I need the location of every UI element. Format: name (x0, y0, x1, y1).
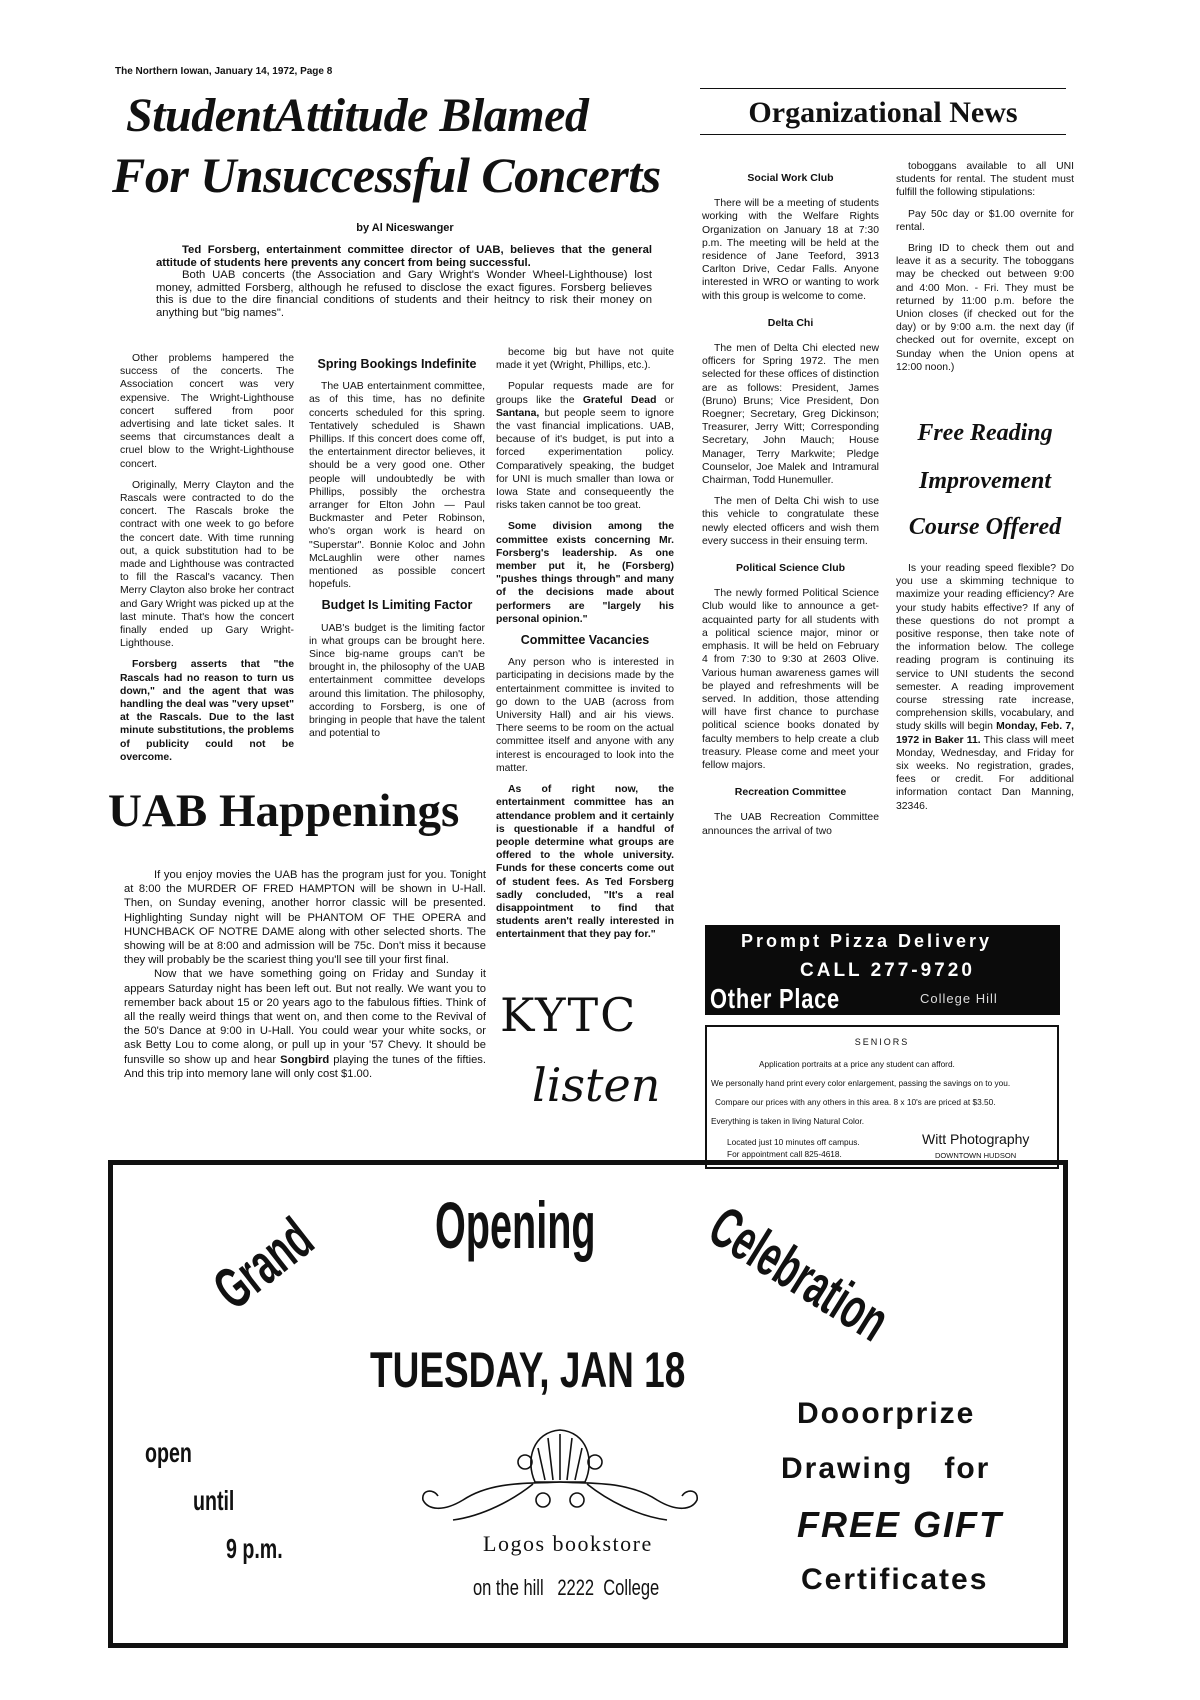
text-run: Originally, Merry Clayton and the Rascals were contracted to do the concert. The Rascals broke the contract with one week to go before the concert date. With time running out, a quick substitution had to be made and Lighthouse was contracted to fill the Rascal's vacancy. Then Merry Clayton also broke her contract and Gary Wright was picked up at the last minute. That's how the concert finally ended up Gary Wright-Lighthouse. (120, 479, 294, 650)
text-run: If you enjoy movies the UAB has the program just for you. Tonight at 8:00 the MURDER OF FRED HAMPTON will be shown in U-Hall. Then, on Sunday evening, another horror classic will be presented. Highlighting Sunday night will be PHANTOM OF THE OPERA and HUNCHBACK OF NOTRE DAME along with other selected shorts. The showing will be at 8:00 and admission will be 75c. Don't miss it because they will probably be the scariest thing you'll see till your first final. (124, 869, 486, 967)
paragraph (156, 244, 652, 269)
text-run: become big but have not quite made it yet (Wright, Phillips, etc.). (496, 347, 674, 372)
ad-word-celebration: Celebration (698, 1193, 901, 1354)
paragraph (124, 967, 486, 1081)
ad-hours-open: open (145, 1437, 192, 1468)
article-column-3 (496, 346, 674, 950)
byline: by Al Niceswanger (356, 222, 454, 234)
section-heading: Social Work Club (747, 172, 834, 184)
seniors-ad-line: Application portraits at a price any student can afford. (759, 1059, 955, 1069)
ad-hours-time: 9 p.m. (226, 1533, 283, 1564)
seniors-ad-address: DOWNTOWN HUDSON (935, 1151, 1017, 1160)
section-heading: Committee Vacancies (520, 633, 650, 648)
paragraph (156, 269, 652, 319)
paragraph (702, 811, 879, 837)
ad-store-name: Logos bookstore (483, 1531, 653, 1556)
org-news-top-rule (700, 88, 1066, 89)
org-news-heading: Organizational News (748, 96, 1018, 129)
ad-word-opening: Opening (435, 1188, 596, 1262)
bold-text: Santana, (496, 407, 540, 419)
uab-happenings-heading: UAB Happenings (108, 785, 460, 837)
kytc-listen-handwriting: listen (532, 1058, 661, 1112)
text-run: The men of Delta Chi wish to use this vehicle to congratulate these newly elected officers and wish them every success in their ensuing term. (702, 496, 879, 547)
seniors-ad-location: Located just 10 minutes off campus. (727, 1137, 860, 1147)
paragraph (702, 342, 879, 487)
text-run: or (656, 394, 674, 406)
lead-paragraphs (156, 244, 652, 320)
paragraph (702, 495, 879, 548)
text-run: Is your reading speed flexible? Do you use a skimming technique to maximize your reading efficiency? Are your study habits effective? If any of these questions do not prompt a positive response, then take note of the information below. The college reading program is continuing its service to UNI students the second semester. A reading improvement course stressing rate increase, comprehension skills, vocabulary, and study skills will begin (896, 563, 1074, 733)
headline-line-2: For Unsuccessful Concerts (112, 147, 661, 203)
text-run: The men of Delta Chi elected new officers for Spring 1972. The men selected for these offices of distinction are as follows: President, James (Bruno) Bruns; Vice President, Don Roegner; Secretary, Greg Dickinson; Treasurer, Jerry Witt; Corresponding Secretary, John Mauch; House Manager, Terry Markwite; Pledge Counselor, Joe Malek and Intramural Chairman, Todd Hunemuller. (702, 343, 879, 487)
text-run: Both UAB concerts (the Association and Gary Wright's Wonder Wheel-Lighthouse) lost money, admitted Forsberg, although he refused to disclose the exact figures. Forsberg believes this is due to the dire financial conditions of students and their heitncy to risk their money on anything but "big names". (156, 269, 652, 319)
paragraph (896, 562, 1074, 813)
ad-prize-line-4: Certificates (801, 1563, 989, 1596)
bold-text: Songbird (280, 1053, 330, 1066)
article-column-1 (120, 352, 294, 772)
paragraph (120, 658, 294, 764)
bold-text: Forsberg asserts that "the Rascals had no reason to turn us down," and the agent that was handling the deal was "very upset" at the Rascals. Due to the last minute substitutions, the problems of publicity could not be overcome. (120, 659, 294, 763)
ad-prize-line-3: FREE GIFT (797, 1504, 1003, 1545)
pizza-ad-location: College Hill (920, 991, 998, 1006)
paragraph (496, 520, 674, 626)
ad-hours-until: until (193, 1485, 235, 1516)
reading-heading-line-3: Course Offered (908, 514, 1062, 540)
ad-prize-line-1: Dooorprize (797, 1397, 976, 1430)
pizza-ad-tagline: Prompt Pizza Delivery (741, 931, 993, 951)
seniors-ad-line: We personally hand print every color enlargement, passing the savings on to you. (711, 1078, 1011, 1088)
ad-date: TUESDAY, JAN 18 (370, 1342, 686, 1398)
article-column-2 (309, 352, 485, 748)
pizza-delivery-ad (705, 925, 1060, 1015)
bold-text: Monday, Feb. 7, 1972 in Baker 11. (896, 721, 1075, 746)
paragraph (309, 380, 485, 591)
pizza-ad-name: Other Place (710, 983, 840, 1014)
bold-text: As of right now, the entertainment committee has an attendance problem and it certainly is questionable if a handful of people determine what groups are offered to the whole university. Funds for these concerts come out of student fees. As Ted Forsberg sadly concluded, "It's a real disappointment to find that students aren't really interested in entertainment that they pay for." (496, 784, 674, 941)
section-heading: Delta Chi (767, 316, 814, 329)
ad-word-grand: Grand (201, 1205, 326, 1323)
text-run: The newly formed Political Science Club would like to announce a get-acquainted party for all students with a political science major, minor or emphasis. It will be held on February 4 from 7:30 to 9:30 at 2603 Olive. Various human awareness games will be played and refreshments will be served. In addition, those attending will have first chance to purchase political science books donated by faculty members to help create a club treasury. Please come and meet your fellow majors. (702, 588, 879, 771)
kytc-handwritten-logo: KYTC (500, 988, 638, 1042)
text-run: but people seem to ignore the vast financial implications. UAB, because of it's budget, is put into a forced experimentation policy. Comparatively speaking, the budget for UNI is much smaller than Iowa or Iowa State and consequeently the risks taken cannot be too great. (496, 407, 674, 512)
org-news-column-b (896, 160, 1074, 382)
paragraph (496, 380, 674, 512)
section-heading: Recreation Committee (734, 786, 847, 799)
paragraph (896, 242, 1074, 374)
text-run: Now that we have something going on Friday and Sunday it appears Saturday night has been left out. But not really. We want you to remember back about 15 or 20 years ago to the fabulous fifties. Think of all the really weird things that went on, and then come to the Revival of the 50's Dance at 9:00 in U-Hall. You could wear your white socks, or ask Betty Lou to come along, or pull up in your '57 Chevy. It should be funsville so show up and hear (124, 968, 486, 1066)
section-heading: Political Science Club (735, 562, 846, 575)
seniors-ad-line: Everything is taken in living Natural Color. (711, 1116, 865, 1126)
paragraph (124, 868, 486, 967)
text-run: Other problems hampered the success of the concerts. The Association concert was very expensive. The Wright-Lighthouse concert suffered from poor advertising and late ticket sales. It seems that circumstances dealt a cruel blow to the Wright-Lighthouse concert. (120, 353, 294, 470)
dateline: The Northern Iowan, January 14, 1972, Page 8 (115, 66, 333, 77)
bold-text: Some division among the committee exists concerning Mr. Forsberg's leadership. As one member put it, he (Forsberg) "pushes things through" and many of the decisions made about performers are "largely his personal opinion." (496, 521, 674, 625)
org-news-column-a (702, 158, 879, 846)
text-run: There will be a meeting of students working with the Welfare Rights Organization on January 18 at 7:30 p.m. The meeting will be held at the residence of Jane Teeford, 3913 Carlton Drive, Cedar Falls. Anyone interested in WRO or wanting to work with this group is welcome to come. (702, 198, 879, 302)
text-run: UAB's budget is the limiting factor in what groups can be brought here. Since big-name groups can't be brought in, the philosophy of the UAB entertainment committee develops around this limitation. The philosophy, according to Forsberg, is one of bringing in people that have the talent and potential to (309, 622, 485, 740)
text-run: Bring ID to check them out and leave it as a security. The toboggans may be checked out between 9:00 and 4:00 Mon. - Fri. They must be returned by 11:00 p.m. before the Union closes (if checked out for the day) or by 9:00 a.m. the next day (if checked out for overnite, except on Sunday when the Union opens at 12:00 noon.) (896, 243, 1074, 373)
reading-course-text (896, 562, 1074, 821)
paragraph (120, 352, 294, 471)
text-run: This class will meet Monday, Wednesday, and Friday for six weeks. No registration, grades, fees or credit. For additional information contact Dan Manning, 32346. (896, 734, 1074, 812)
text-run: The UAB entertainment committee, as of this time, has no definite concerts scheduled for this spring. Tentatively scheduled is Shawn Phillips. If this concert does come off, the entertainment director believes, it should be a very good one. Other people will undoubtedly be with Phillips, possibly the orchestra arranger for Elton John — Paul Buckmaster and Peter Robinson, who's organ work is heard on "Superstar". Bonnie Koloc and John McLaughlin were other names mentioned as possible concert hopefuls. (309, 381, 485, 591)
text-run: toboggans available to all UNI students for rental. The student must fulfill the following stipulations: (896, 161, 1074, 199)
org-news-bottom-rule (700, 134, 1066, 135)
headline-line-1: StudentAttitude Blamed (126, 89, 589, 142)
text-run: Any person who is interested in participating in decisions made by the entertainment committee is invited to go down to the UAB (across from University Hall) and air his views. There seems to be room on the actual committee itself and anyone with any interest is encouraged to look into the matter. (496, 657, 674, 774)
ad-store-address: on the hill 2222 College (473, 1575, 660, 1600)
paragraph (896, 160, 1074, 200)
ad-prize-line-2: Drawing for (781, 1452, 991, 1485)
paragraph (496, 656, 674, 775)
seniors-ad-line: Compare our prices with any others in this area. 8 x 10's are priced at $3.50. (715, 1097, 996, 1107)
paragraph (120, 479, 294, 651)
text-run: Pay 50c day or $1.00 overnite for rental. (896, 208, 1074, 233)
uab-happenings-text (124, 868, 486, 1081)
pizza-ad-phone: CALL 277-9720 (800, 960, 975, 981)
section-heading: Spring Bookings Indefinite (317, 357, 477, 371)
paragraph (309, 622, 485, 741)
paragraph (702, 587, 879, 772)
seniors-ad-business: Witt Photography (922, 1131, 1030, 1147)
paragraph (496, 783, 674, 941)
witt-photography-ad (705, 1025, 1059, 1169)
text-run: Popular requests made are for groups like the (496, 381, 674, 406)
paragraph (896, 208, 1074, 234)
bold-text: Grateful Dead (582, 394, 657, 406)
text-run: playing the tunes of the fifties. And this trip into memory lane will only cost $1.00. (124, 1053, 486, 1080)
ornament-scroll-icon (413, 1420, 708, 1530)
seniors-ad-title: SENIORS (854, 1037, 910, 1047)
paragraph (702, 197, 879, 303)
paragraph (496, 346, 674, 372)
reading-heading-line-1: Free Reading (917, 420, 1053, 446)
reading-heading-line-2: Improvement (919, 468, 1051, 494)
bold-text: Ted Forsberg, entertainment committee director of UAB, believes that the general attitude of students here prevents any concert from being successful. (156, 244, 652, 269)
text-run: The UAB Recreation Committee announces the arrival of two (702, 812, 879, 837)
grand-opening-ad (108, 1160, 1068, 1648)
seniors-ad-appointment: For appointment call 825-4618. (727, 1149, 842, 1159)
section-heading: Budget Is Limiting Factor (321, 598, 473, 613)
